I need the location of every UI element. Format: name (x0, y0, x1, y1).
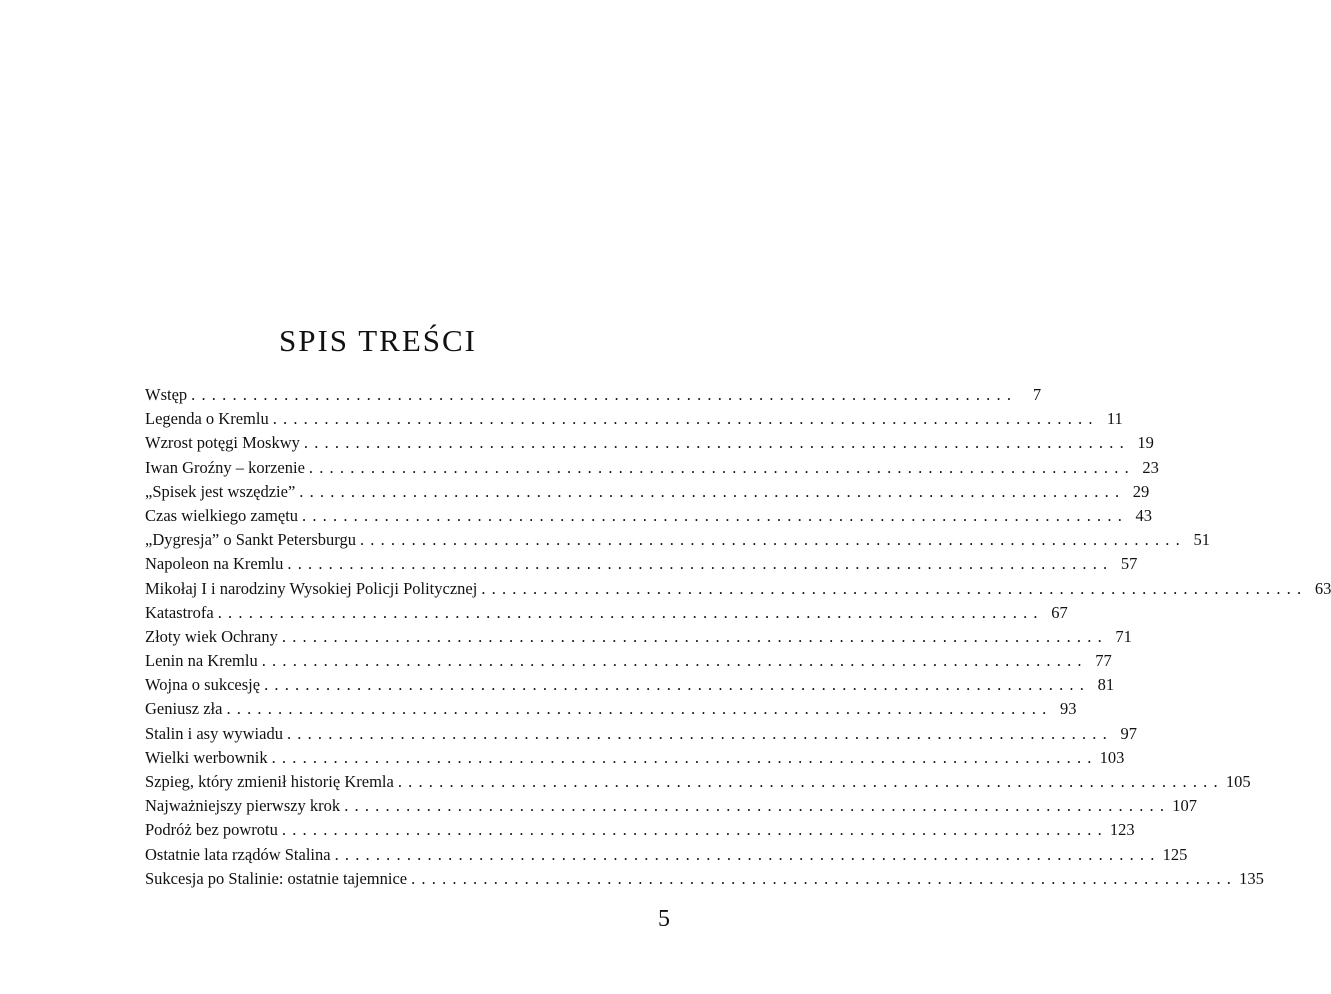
toc-dot-leader: ................................................................................ (302, 505, 1129, 525)
toc-entry-label: Napoleon na Kremlu (145, 554, 284, 574)
toc-entry-page: 51 (1193, 530, 1210, 550)
table-of-contents (145, 383, 1331, 891)
toc-entry-label: Czas wielkiego zamętu (145, 505, 299, 525)
toc-entry-label: Ostatnie lata rządów Stalina (145, 844, 331, 864)
toc-entry-label: Wielki werbownik (145, 747, 268, 767)
toc-dot-leader: ................................................................................ (261, 651, 1088, 671)
toc-entry (145, 504, 1153, 528)
toc-entry (145, 577, 1331, 601)
toc-entry-page: 77 (1095, 651, 1112, 671)
toc-entry (145, 794, 1197, 818)
toc-dot-leader: ................................................................................ (287, 554, 1114, 574)
toc-entry-label: Wstęp (145, 385, 188, 404)
toc-entry-label: Wojna o sukcesję (145, 675, 261, 695)
toc-entry (145, 431, 1154, 455)
toc-entry (145, 697, 1077, 721)
toc-entry (145, 722, 1137, 746)
toc-entry (145, 625, 1132, 649)
toc-dot-leader: ................................................................................ (359, 530, 1186, 550)
toc-entry-label: Stalin i asy wywiadu (145, 723, 283, 743)
toc-entry (145, 383, 1042, 407)
toc-entry-page: 125 (1162, 844, 1188, 864)
toc-entry (145, 867, 1264, 891)
toc-entry-label: Podróż bez powrotu (145, 820, 278, 840)
toc-dot-leader: ................................................................................ (191, 385, 1018, 404)
toc-entry-page: 23 (1142, 457, 1159, 477)
toc-entry-label: Złoty wiek Ochrany (145, 626, 278, 646)
toc-dot-leader: ................................................................................ (281, 626, 1108, 646)
toc-entry (145, 673, 1115, 697)
toc-entry-label: „Dygresja” o Sankt Petersburgu (145, 530, 356, 550)
toc-entry-label: Legenda o Kremlu (145, 409, 269, 429)
toc-entry-page: 123 (1109, 820, 1135, 840)
toc-entry (145, 770, 1251, 794)
toc-entry-page: 135 (1239, 868, 1264, 888)
toc-entry-label: Iwan Groźny – korzenie (145, 457, 305, 477)
toc-dot-leader: ................................................................................ (308, 457, 1135, 477)
toc-entry-label: Szpieg, który zmienił historię Kremla (145, 772, 394, 791)
toc-entry-page: 7 (1032, 385, 1042, 404)
toc-entry (145, 601, 1068, 625)
toc-entry-page: 71 (1115, 626, 1132, 646)
toc-entry (145, 407, 1123, 431)
toc-entry-page: 81 (1097, 675, 1115, 695)
toc-dot-leader: ................................................................................ (264, 675, 1091, 695)
toc-entry-label: Geniusz zła (145, 699, 223, 719)
toc-entry (145, 528, 1210, 552)
toc-entry-page: 29 (1132, 481, 1150, 501)
toc-title: SPIS TREŚCI (278, 323, 478, 358)
toc-entry-page: 57 (1120, 554, 1138, 574)
toc-dot-leader: ................................................................................ (286, 723, 1113, 743)
toc-dot-leader: ................................................................................ (272, 409, 1099, 429)
toc-dot-leader: ................................................................................ (334, 844, 1161, 864)
toc-entry-page: 43 (1135, 505, 1153, 525)
toc-dot-leader: ................................................................................ (397, 772, 1224, 791)
toc-dot-leader: ................................................................................ (281, 820, 1108, 840)
toc-entry-label: Lenin na Kremlu (145, 651, 258, 671)
toc-entry-page: 19 (1137, 433, 1154, 453)
page-number: 5 (658, 906, 670, 932)
toc-dot-leader: ................................................................................ (344, 796, 1171, 816)
toc-dot-leader: ................................................................................ (217, 602, 1044, 622)
toc-entry-label: Wzrost potęgi Moskwy (145, 433, 300, 453)
toc-entry-page: 103 (1099, 747, 1125, 767)
toc-dot-leader: ................................................................................ (299, 481, 1126, 501)
toc-entry-page: 93 (1059, 699, 1077, 719)
toc-entry (145, 649, 1112, 673)
toc-entry-page: 97 (1120, 723, 1137, 743)
toc-entry-label: Mikołaj I i narodziny Wysokiej Policji Politycznej (145, 578, 478, 598)
toc-entry (145, 746, 1125, 770)
toc-dot-leader: ................................................................................ (303, 433, 1130, 453)
toc-dot-leader: ................................................................................ (411, 868, 1238, 888)
toc-dot-leader: ................................................................................ (481, 578, 1308, 598)
toc-entry (145, 480, 1150, 504)
toc-entry (145, 456, 1159, 480)
toc-entry (145, 552, 1138, 576)
toc-entry-page: 63 (1314, 578, 1331, 598)
toc-dot-leader: ................................................................................ (271, 747, 1098, 767)
toc-entry (145, 843, 1188, 867)
toc-entry-label: Katastrofa (145, 602, 214, 622)
toc-entry-label: Najważniejszy pierwszy krok (145, 796, 341, 816)
toc-entry-label: Sukcesja po Stalinie: ostatnie tajemnice (145, 868, 408, 888)
toc-entry-page: 105 (1225, 772, 1251, 791)
toc-entry (145, 818, 1135, 842)
toc-entry-label: „Spisek jest wszędzie” (145, 481, 296, 501)
toc-entry-page: 67 (1051, 602, 1068, 622)
toc-dot-leader: ................................................................................ (226, 699, 1053, 719)
toc-entry-page: 107 (1172, 796, 1197, 816)
toc-entry-page: 11 (1106, 409, 1123, 429)
